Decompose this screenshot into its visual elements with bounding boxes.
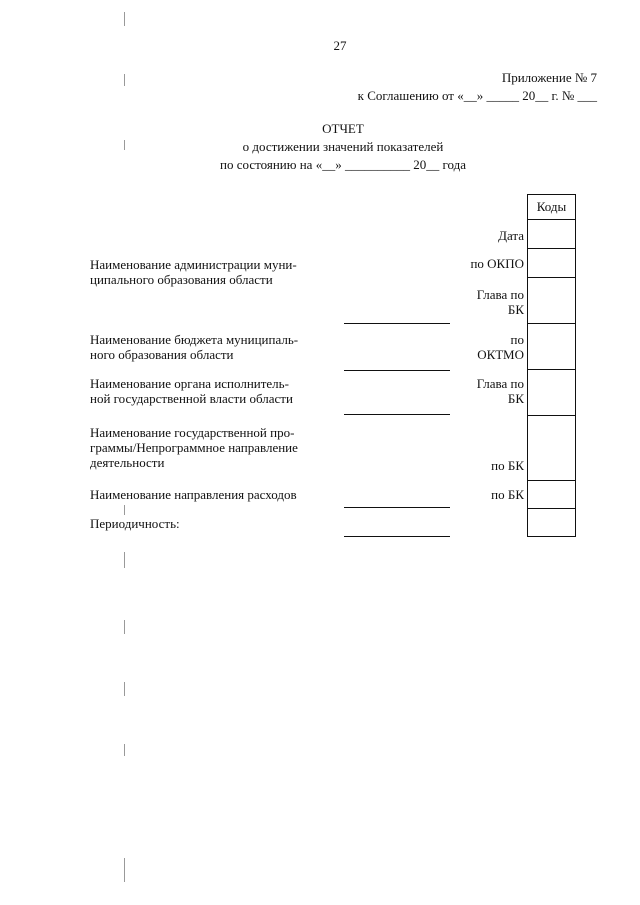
code-cell-periodicity[interactable] [527, 508, 576, 537]
field-budget: Наименование бюджета муниципаль- ного образования области [90, 332, 299, 362]
scan-mark [124, 12, 125, 26]
report-subtitle: о достижении значений показателей [242, 139, 444, 154]
field-administration: Наименование администрации муни- ципального образования области [90, 257, 297, 287]
field-expense-direction: Наименование направления расходов [90, 487, 297, 502]
scan-mark [124, 74, 125, 86]
scan-mark [124, 505, 125, 515]
appendix-label: Приложение № 7 [501, 70, 597, 85]
scan-mark [124, 620, 125, 634]
code-cell-glava-bk-2[interactable] [527, 369, 576, 416]
code-label-bk-2: по БК [491, 487, 524, 502]
scan-mark [124, 744, 125, 756]
code-label-glava-bk-2: Глава по БК [476, 376, 524, 406]
code-label-oktmo: по ОКТМО [477, 332, 524, 362]
code-cell-glava-bk-1[interactable] [527, 277, 576, 324]
fill-line-budget[interactable] [344, 370, 450, 371]
scan-mark [124, 682, 125, 696]
codes-header-label: Коды [536, 199, 567, 214]
code-label-date: Дата [498, 228, 524, 243]
code-cell-okpo[interactable] [527, 248, 576, 278]
report-date-line: по состоянию на «__» __________ 20__ года [220, 157, 466, 172]
field-authority: Наименование органа исполнитель- ной государственной власти области [90, 376, 293, 406]
code-cell-bk-1[interactable] [527, 415, 576, 481]
scan-mark [124, 858, 125, 882]
field-periodicity: Периодичность: [90, 516, 180, 531]
scan-mark [124, 140, 125, 150]
report-title: ОТЧЕТ [322, 121, 364, 136]
scan-mark [124, 552, 125, 568]
fill-line-expense-direction[interactable] [344, 507, 450, 508]
fill-line-authority[interactable] [344, 414, 450, 415]
code-label-okpo: по ОКПО [470, 256, 524, 271]
fill-line-administration[interactable] [344, 323, 450, 324]
code-cell-date[interactable] [527, 219, 576, 249]
code-cell-oktmo[interactable] [527, 323, 576, 370]
code-label-bk-1: по БК [491, 458, 524, 473]
fill-line-periodicity[interactable] [344, 536, 450, 537]
codes-header-cell [527, 194, 576, 220]
field-program: Наименование государственной про- граммы/Непрограммное направление деятельности [90, 425, 298, 470]
page-number: 27 [333, 38, 347, 53]
code-label-glava-bk-1: Глава по БК [476, 287, 524, 317]
code-cell-bk-2[interactable] [527, 480, 576, 509]
agreement-line: к Соглашению от «__» _____ 20__ г. № ___ [357, 88, 597, 103]
